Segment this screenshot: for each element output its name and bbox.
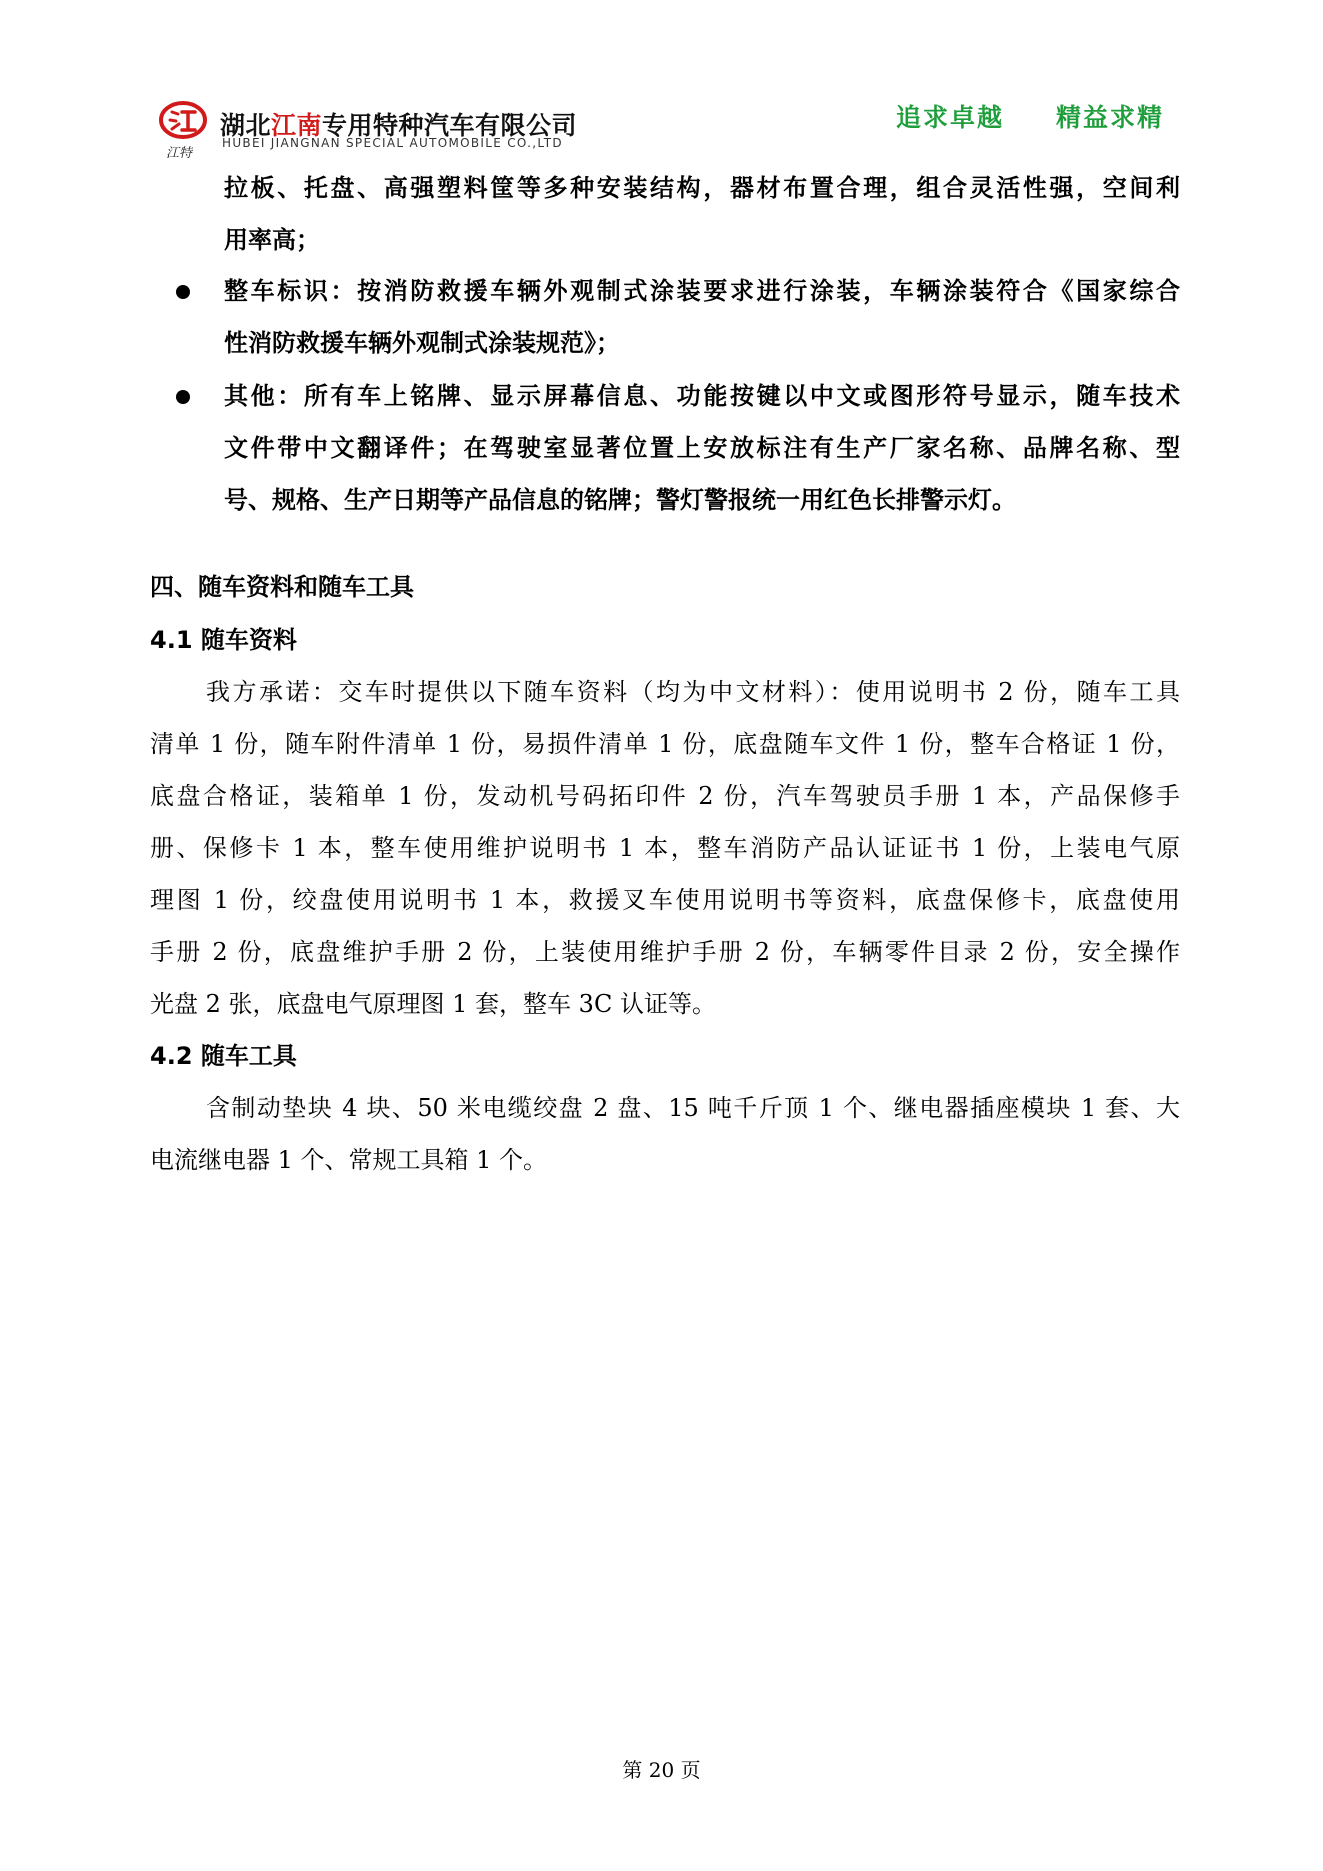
paragraph-line: 底盘合格证，装箱单 1 份，发动机号码拓印件 2 份，汽车驾驶员手册 1 本，产品保修手 xyxy=(150,782,1180,810)
bullet-item-other: 其他：所有车上铭牌、显示屏幕信息、功能按键以中文或图形符号显示，随车技术 xyxy=(224,382,1180,410)
paragraph-line: 含制动垫块 4 块、50 米电缆绞盘 2 盘、15 吨千斤顶 1 个、继电器插座模块 1 套、大 xyxy=(206,1094,1180,1122)
company-logo-icon xyxy=(158,100,208,140)
bullet-item-marking: 整车标识：按消防救援车辆外观制式涂装要求进行涂装，车辆涂装符合《国家综合 xyxy=(224,277,1180,305)
continued-text-line: 用率高； xyxy=(224,226,320,254)
bullet-item-marking-cont: 性消防救援车辆外观制式涂装规范》； xyxy=(224,329,620,357)
bullet-icon xyxy=(176,390,190,404)
paragraph-line: 手册 2 份，底盘维护手册 2 份，上装使用维护手册 2 份，车辆零件目录 2 份，安全操作 xyxy=(150,938,1180,966)
paragraph-line: 电流继电器 1 个、常规工具箱 1 个。 xyxy=(150,1146,548,1174)
continued-text-line: 拉板、托盘、高强塑料筐等多种安装结构，器材布置合理，组合灵活性强，空间利 xyxy=(224,174,1180,202)
slogan-1: 追求卓越 xyxy=(896,103,1005,132)
section-heading: 四、随车资料和随车工具 xyxy=(150,573,414,601)
slogan-2: 精益求精 xyxy=(1056,103,1165,132)
bullet-item-other-cont: 文件带中文翻译件；在驾驶室显著位置上安放标注有生产厂家名称、品牌名称、型 xyxy=(224,434,1180,462)
page-number: 第 20 页 xyxy=(622,1758,701,1782)
paragraph-line: 光盘 2 张，底盘电气原理图 1 套，整车 3C 认证等。 xyxy=(150,990,716,1018)
bullet-icon xyxy=(176,285,190,299)
company-name-en: HUBEI JIANGNAN SPECIAL AUTOMOBILE CO.,LTD xyxy=(222,136,563,150)
logo-signature: 江特 xyxy=(166,146,193,161)
subsection-heading: 4.2 随车工具 xyxy=(150,1042,297,1070)
company-name-cn: 湖北江南专用特种汽车有限公司 xyxy=(220,111,578,140)
subsection-heading: 4.1 随车资料 xyxy=(150,626,297,654)
paragraph-line: 册、保修卡 1 本，整车使用维护说明书 1 本，整车消防产品认证证书 1 份，上装电气原 xyxy=(150,834,1180,862)
page-header xyxy=(150,92,1180,162)
paragraph-line: 理图 1 份，绞盘使用说明书 1 本，救援叉车使用说明书等资料，底盘保修卡，底盘使用 xyxy=(150,886,1180,914)
paragraph-line: 清单 1 份，随车附件清单 1 份，易损件清单 1 份，底盘随车文件 1 份，整车合格证 1 份， xyxy=(150,730,1180,758)
bullet-item-other-cont: 号、规格、生产日期等产品信息的铭牌；警灯警报统一用红色长排警示灯。 xyxy=(224,486,1016,514)
paragraph-line: 我方承诺：交车时提供以下随车资料（均为中文材料）：使用说明书 2 份，随车工具 xyxy=(206,678,1180,706)
